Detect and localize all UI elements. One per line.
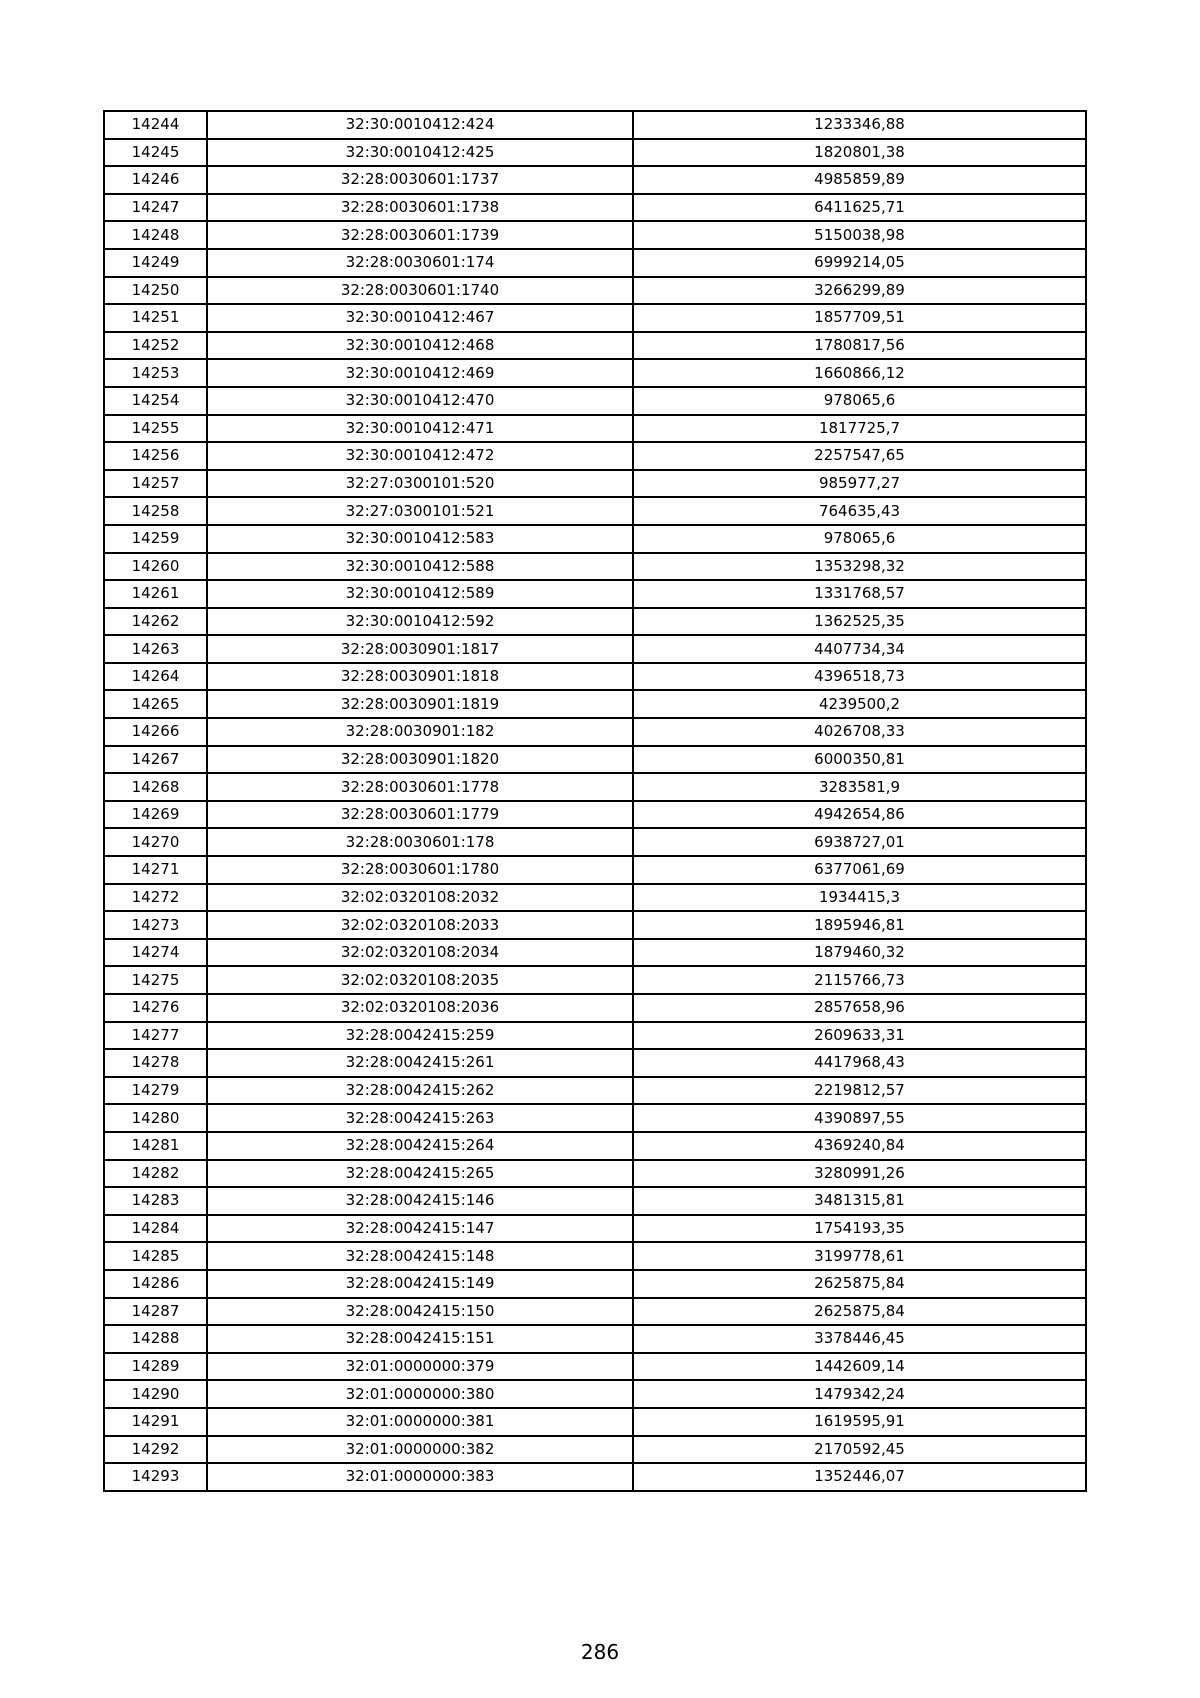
cadastral-value-cell: 4417968,43 [633, 1049, 1086, 1077]
cadastral-number-cell: 32:01:0000000:381 [207, 1408, 633, 1436]
cadastral-value-cell: 1820801,38 [633, 139, 1086, 167]
cadastral-value-cell: 1934415,3 [633, 884, 1086, 912]
cadastral-value-cell: 1353298,32 [633, 553, 1086, 581]
row-number-cell: 14252 [104, 332, 207, 360]
row-number-cell: 14285 [104, 1242, 207, 1270]
cadastral-number-cell: 32:28:0030601:174 [207, 249, 633, 277]
row-number-cell: 14244 [104, 111, 207, 139]
cadastral-number-cell: 32:02:0320108:2036 [207, 994, 633, 1022]
cadastral-number-cell: 32:28:0042415:149 [207, 1270, 633, 1298]
cadastral-number-cell: 32:28:0030901:1817 [207, 635, 633, 663]
cadastral-number-cell: 32:28:0030601:1778 [207, 773, 633, 801]
cadastral-value-cell: 978065,6 [633, 387, 1086, 415]
table-row [104, 856, 1086, 884]
table-row [104, 1187, 1086, 1215]
cadastral-number-cell: 32:28:0042415:150 [207, 1298, 633, 1326]
cadastral-value-cell: 1442609,14 [633, 1353, 1086, 1381]
cadastral-value-cell: 764635,43 [633, 497, 1086, 525]
table-row [104, 304, 1086, 332]
row-number-cell: 14249 [104, 249, 207, 277]
cadastral-number-cell: 32:30:0010412:425 [207, 139, 633, 167]
cadastral-number-cell: 32:30:0010412:583 [207, 525, 633, 553]
cadastral-value-cell: 1895946,81 [633, 911, 1086, 939]
cadastral-number-cell: 32:28:0030901:182 [207, 718, 633, 746]
row-number-cell: 14253 [104, 359, 207, 387]
row-number-cell: 14261 [104, 580, 207, 608]
cadastral-value-cell: 3481315,81 [633, 1187, 1086, 1215]
table-row [104, 1022, 1086, 1050]
table-row [104, 746, 1086, 774]
table-row [104, 387, 1086, 415]
table-row [104, 1298, 1086, 1326]
row-number-cell: 14259 [104, 525, 207, 553]
cadastral-value-cell: 978065,6 [633, 525, 1086, 553]
table-row [104, 1463, 1086, 1491]
cadastral-number-cell: 32:28:0042415:264 [207, 1132, 633, 1160]
cadastral-value-cell: 2625875,84 [633, 1298, 1086, 1326]
row-number-cell: 14273 [104, 911, 207, 939]
cadastral-value-cell: 5150038,98 [633, 221, 1086, 249]
cadastral-number-cell: 32:02:0320108:2035 [207, 966, 633, 994]
cadastral-value-cell: 6411625,71 [633, 194, 1086, 222]
table-body [104, 111, 1086, 1491]
row-number-cell: 14277 [104, 1022, 207, 1050]
table-row [104, 442, 1086, 470]
row-number-cell: 14264 [104, 663, 207, 691]
cadastral-number-cell: 32:01:0000000:380 [207, 1380, 633, 1408]
table-row [104, 525, 1086, 553]
row-number-cell: 14287 [104, 1298, 207, 1326]
cadastral-value-cell: 3280991,26 [633, 1160, 1086, 1188]
table-row [104, 1242, 1086, 1270]
table-row [104, 111, 1086, 139]
cadastral-value-cell: 6000350,81 [633, 746, 1086, 774]
cadastral-value-cell: 2115766,73 [633, 966, 1086, 994]
table-row [104, 277, 1086, 305]
row-number-cell: 14271 [104, 856, 207, 884]
cadastral-value-cell: 4369240,84 [633, 1132, 1086, 1160]
table-row [104, 994, 1086, 1022]
table-row [104, 1132, 1086, 1160]
row-number-cell: 14278 [104, 1049, 207, 1077]
cadastral-value-cell: 1233346,88 [633, 111, 1086, 139]
cadastral-number-cell: 32:28:0042415:263 [207, 1104, 633, 1132]
cadastral-number-cell: 32:28:0042415:146 [207, 1187, 633, 1215]
cadastral-number-cell: 32:30:0010412:468 [207, 332, 633, 360]
cadastral-number-cell: 32:28:0042415:265 [207, 1160, 633, 1188]
row-number-cell: 14247 [104, 194, 207, 222]
row-number-cell: 14254 [104, 387, 207, 415]
cadastral-number-cell: 32:28:0030601:1737 [207, 166, 633, 194]
cadastral-value-cell: 4407734,34 [633, 635, 1086, 663]
table-row [104, 663, 1086, 691]
table-row [104, 718, 1086, 746]
table-row [104, 1353, 1086, 1381]
cadastral-number-cell: 32:28:0042415:151 [207, 1325, 633, 1353]
row-number-cell: 14281 [104, 1132, 207, 1160]
table-row [104, 911, 1086, 939]
table-row [104, 1380, 1086, 1408]
cadastral-value-cell: 2170592,45 [633, 1436, 1086, 1464]
cadastral-number-cell: 32:28:0042415:259 [207, 1022, 633, 1050]
row-number-cell: 14293 [104, 1463, 207, 1491]
cadastral-number-cell: 32:30:0010412:589 [207, 580, 633, 608]
row-number-cell: 14270 [104, 828, 207, 856]
cadastral-number-cell: 32:02:0320108:2032 [207, 884, 633, 912]
row-number-cell: 14282 [104, 1160, 207, 1188]
cadastral-value-cell: 3378446,45 [633, 1325, 1086, 1353]
cadastral-number-cell: 32:28:0030901:1818 [207, 663, 633, 691]
cadastral-value-cell: 1817725,7 [633, 415, 1086, 443]
cadastral-value-cell: 1331768,57 [633, 580, 1086, 608]
table-row [104, 1160, 1086, 1188]
table-row [104, 1049, 1086, 1077]
table-row [104, 635, 1086, 663]
cadastral-number-cell: 32:28:0030601:178 [207, 828, 633, 856]
cadastral-number-cell: 32:28:0030601:1740 [207, 277, 633, 305]
cadastral-number-cell: 32:28:0030601:1780 [207, 856, 633, 884]
table-row [104, 1077, 1086, 1105]
cadastral-value-cell: 3283581,9 [633, 773, 1086, 801]
cadastral-number-cell: 32:30:0010412:470 [207, 387, 633, 415]
cadastral-value-cell: 4942654,86 [633, 801, 1086, 829]
cadastral-value-cell: 4390897,55 [633, 1104, 1086, 1132]
page-number: 286 [580, 1640, 620, 1664]
cadastral-number-cell: 32:30:0010412:588 [207, 553, 633, 581]
cadastral-number-cell: 32:01:0000000:382 [207, 1436, 633, 1464]
cadastral-value-cell: 1754193,35 [633, 1215, 1086, 1243]
cadastral-value-cell: 1780817,56 [633, 332, 1086, 360]
row-number-cell: 14245 [104, 139, 207, 167]
table-row [104, 470, 1086, 498]
cadastral-value-cell: 3199778,61 [633, 1242, 1086, 1270]
table-row [104, 801, 1086, 829]
row-number-cell: 14263 [104, 635, 207, 663]
cadastral-value-cell: 4026708,33 [633, 718, 1086, 746]
cadastral-number-cell: 32:28:0030901:1819 [207, 690, 633, 718]
cadastral-value-cell: 6999214,05 [633, 249, 1086, 277]
table-row [104, 1270, 1086, 1298]
row-number-cell: 14279 [104, 1077, 207, 1105]
row-number-cell: 14256 [104, 442, 207, 470]
cadastral-value-cell: 4239500,2 [633, 690, 1086, 718]
table-row [104, 332, 1086, 360]
cadastral-value-cell: 6377061,69 [633, 856, 1086, 884]
cadastral-value-cell: 4396518,73 [633, 663, 1086, 691]
table-row [104, 580, 1086, 608]
cadastral-number-cell: 32:28:0030601:1779 [207, 801, 633, 829]
cadastral-number-cell: 32:30:0010412:592 [207, 608, 633, 636]
cadastral-number-cell: 32:28:0042415:147 [207, 1215, 633, 1243]
table-row [104, 166, 1086, 194]
table-row [104, 1325, 1086, 1353]
table-row [104, 1104, 1086, 1132]
table-row [104, 359, 1086, 387]
cadastral-number-cell: 32:28:0042415:262 [207, 1077, 633, 1105]
cadastral-number-cell: 32:02:0320108:2033 [207, 911, 633, 939]
table-row [104, 690, 1086, 718]
row-number-cell: 14268 [104, 773, 207, 801]
row-number-cell: 14269 [104, 801, 207, 829]
row-number-cell: 14284 [104, 1215, 207, 1243]
cadastral-value-cell: 2609633,31 [633, 1022, 1086, 1050]
table-row [104, 966, 1086, 994]
cadastral-value-cell: 2257547,65 [633, 442, 1086, 470]
cadastral-number-cell: 32:28:0042415:148 [207, 1242, 633, 1270]
table-row [104, 221, 1086, 249]
cadastral-value-table [103, 110, 1087, 1492]
cadastral-value-cell: 1362525,35 [633, 608, 1086, 636]
cadastral-number-cell: 32:28:0030601:1739 [207, 221, 633, 249]
cadastral-value-cell: 2625875,84 [633, 1270, 1086, 1298]
row-number-cell: 14257 [104, 470, 207, 498]
cadastral-value-cell: 6938727,01 [633, 828, 1086, 856]
table-row [104, 553, 1086, 581]
cadastral-number-cell: 32:30:0010412:472 [207, 442, 633, 470]
cadastral-value-cell: 1479342,24 [633, 1380, 1086, 1408]
cadastral-value-cell: 1619595,91 [633, 1408, 1086, 1436]
row-number-cell: 14255 [104, 415, 207, 443]
cadastral-value-cell: 1857709,51 [633, 304, 1086, 332]
row-number-cell: 14292 [104, 1436, 207, 1464]
table-row [104, 1436, 1086, 1464]
row-number-cell: 14248 [104, 221, 207, 249]
cadastral-number-cell: 32:30:0010412:424 [207, 111, 633, 139]
row-number-cell: 14246 [104, 166, 207, 194]
row-number-cell: 14260 [104, 553, 207, 581]
cadastral-value-cell: 3266299,89 [633, 277, 1086, 305]
row-number-cell: 14274 [104, 939, 207, 967]
cadastral-number-cell: 32:28:0042415:261 [207, 1049, 633, 1077]
cadastral-value-cell: 985977,27 [633, 470, 1086, 498]
table-row [104, 828, 1086, 856]
cadastral-value-cell: 1352446,07 [633, 1463, 1086, 1491]
cadastral-value-cell: 1879460,32 [633, 939, 1086, 967]
row-number-cell: 14280 [104, 1104, 207, 1132]
table-row [104, 415, 1086, 443]
cadastral-value-cell: 2219812,57 [633, 1077, 1086, 1105]
cadastral-value-cell: 1660866,12 [633, 359, 1086, 387]
row-number-cell: 14276 [104, 994, 207, 1022]
table-row [104, 939, 1086, 967]
table-row [104, 1408, 1086, 1436]
cadastral-number-cell: 32:30:0010412:471 [207, 415, 633, 443]
cadastral-number-cell: 32:28:0030601:1738 [207, 194, 633, 222]
cadastral-value-cell: 4985859,89 [633, 166, 1086, 194]
cadastral-number-cell: 32:01:0000000:379 [207, 1353, 633, 1381]
table-row [104, 497, 1086, 525]
row-number-cell: 14275 [104, 966, 207, 994]
cadastral-value-cell: 2857658,96 [633, 994, 1086, 1022]
row-number-cell: 14266 [104, 718, 207, 746]
table-row [104, 249, 1086, 277]
cadastral-number-cell: 32:30:0010412:469 [207, 359, 633, 387]
row-number-cell: 14258 [104, 497, 207, 525]
table-row [104, 773, 1086, 801]
row-number-cell: 14251 [104, 304, 207, 332]
cadastral-number-cell: 32:02:0320108:2034 [207, 939, 633, 967]
row-number-cell: 14289 [104, 1353, 207, 1381]
cadastral-number-cell: 32:30:0010412:467 [207, 304, 633, 332]
table-row [104, 194, 1086, 222]
row-number-cell: 14250 [104, 277, 207, 305]
row-number-cell: 14290 [104, 1380, 207, 1408]
table-row [104, 608, 1086, 636]
cadastral-number-cell: 32:27:0300101:521 [207, 497, 633, 525]
row-number-cell: 14291 [104, 1408, 207, 1436]
table-row [104, 139, 1086, 167]
row-number-cell: 14286 [104, 1270, 207, 1298]
cadastral-number-cell: 32:28:0030901:1820 [207, 746, 633, 774]
row-number-cell: 14262 [104, 608, 207, 636]
row-number-cell: 14265 [104, 690, 207, 718]
row-number-cell: 14272 [104, 884, 207, 912]
table-row [104, 884, 1086, 912]
table-row [104, 1215, 1086, 1243]
row-number-cell: 14288 [104, 1325, 207, 1353]
cadastral-number-cell: 32:01:0000000:383 [207, 1463, 633, 1491]
row-number-cell: 14283 [104, 1187, 207, 1215]
cadastral-number-cell: 32:27:0300101:520 [207, 470, 633, 498]
row-number-cell: 14267 [104, 746, 207, 774]
